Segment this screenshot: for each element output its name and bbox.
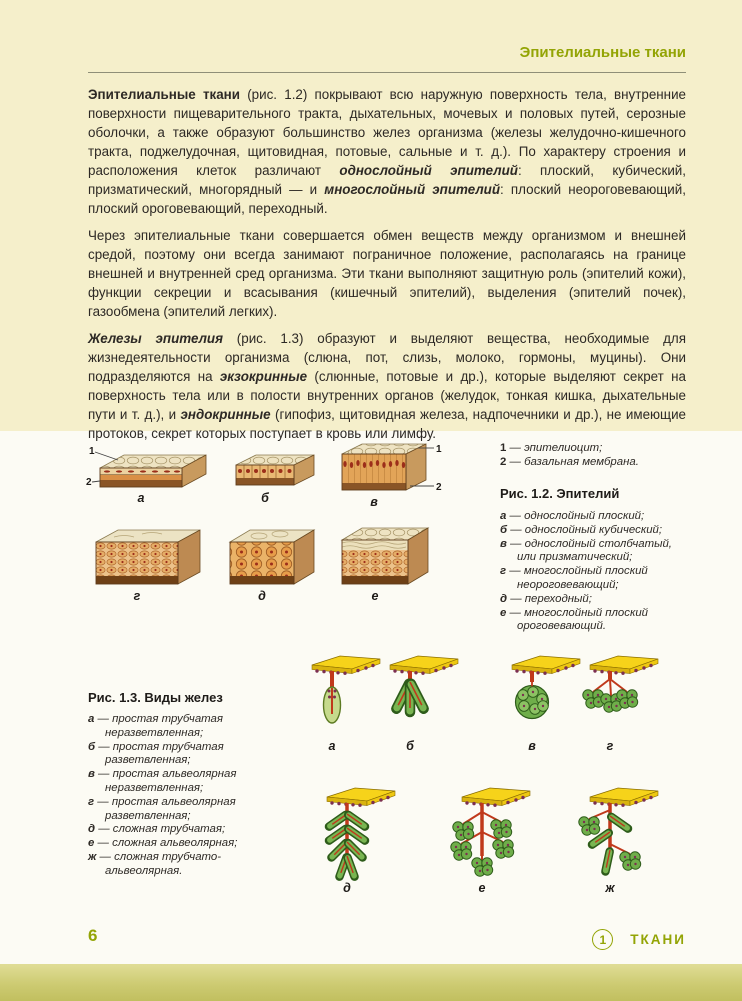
item-text: — сложная трубчато-альвеолярная. bbox=[96, 850, 222, 877]
legend-item bbox=[88, 741, 288, 769]
text-segment: Через эпителиальные ткани совершается обмен веществ между организмом и внешней средой, поэтому они всегда занимают пограничное положение, располагаясь на границе внешней и внутренней сред организма. Эти ткани выполняют защитную роль (эпителий кожи), функции секреции и всасывания (кишечный эпителий), выделения (эпителий почек), газообмена (эпителий легких). bbox=[88, 228, 686, 319]
paragraph-exchange bbox=[88, 226, 686, 321]
paragraph-glands bbox=[88, 329, 686, 443]
legend-item bbox=[88, 768, 288, 796]
epithelium-block-simple-cuboidal bbox=[236, 455, 314, 485]
callout-2-marker: 2 bbox=[86, 477, 92, 488]
item-text: — сложная альвеолярная; bbox=[94, 837, 238, 850]
term-exocrine: экзокринные bbox=[219, 369, 308, 384]
item-letter: е bbox=[500, 606, 507, 619]
item-text: — простая альвеолярная неразветвленная; bbox=[94, 768, 237, 794]
item-text: — однослойный плоский; bbox=[506, 510, 645, 522]
gland-simple-alveolar-unbranched bbox=[512, 656, 580, 719]
item-letter: в bbox=[500, 537, 507, 550]
legend-item bbox=[88, 837, 288, 851]
fig-1-2-legend bbox=[500, 441, 675, 634]
gland-compound-tubular bbox=[327, 788, 395, 877]
legend-callout-1 bbox=[500, 441, 675, 455]
intro-text bbox=[88, 85, 686, 451]
term-endocrine: эндокринные bbox=[180, 407, 271, 422]
gland-label-zh: ж bbox=[605, 881, 615, 895]
gland-label-a: а bbox=[328, 739, 336, 753]
fig-1-3-legend bbox=[88, 690, 288, 879]
epithelium-block-simple-columnar bbox=[342, 444, 442, 493]
gland-label-g: г bbox=[606, 739, 614, 753]
header-rule bbox=[88, 72, 686, 73]
footer-decorative-bar bbox=[0, 964, 742, 1001]
legend-item bbox=[500, 510, 675, 524]
item-text: — простая альвеолярная разветвленная; bbox=[94, 795, 236, 822]
fig-1-3-caption: Рис. 1.3. Виды желез bbox=[88, 690, 223, 705]
text-segment: : плоский, кубический, призматический, многорядный — и bbox=[88, 163, 687, 197]
item-letter: а bbox=[500, 510, 507, 522]
chapter-title: ТКАНИ bbox=[630, 932, 686, 947]
item-text: — простая трубчатая разветвленная; bbox=[95, 740, 224, 767]
legend-item bbox=[500, 565, 675, 593]
item-text: — переходный; bbox=[507, 592, 592, 605]
term-single-layer-epithelium: однослойный эпителий bbox=[339, 163, 518, 178]
legend-item bbox=[500, 593, 675, 607]
epithelium-block-stratified-nonkeratinized bbox=[96, 530, 200, 584]
epithelium-block-stratified-keratinized bbox=[342, 528, 428, 584]
gland-label-b: б bbox=[406, 739, 414, 753]
item-letter: д bbox=[500, 592, 508, 605]
item-text: — однослойный кубический; bbox=[507, 523, 663, 536]
term-epithelial-glands: Железы эпителия bbox=[88, 331, 223, 346]
legend-item bbox=[500, 607, 675, 635]
item-text: — сложная трубчатая; bbox=[95, 823, 226, 836]
callout-2-marker: 2 bbox=[436, 482, 442, 493]
item-letter: в bbox=[88, 768, 95, 781]
callout-number: 1 bbox=[500, 442, 507, 454]
callout-1-marker: 1 bbox=[89, 446, 95, 457]
chapter-number: 1 bbox=[599, 932, 607, 947]
gland-label-e: е bbox=[478, 881, 486, 895]
fig-1-3-illustration bbox=[292, 648, 672, 898]
item-letter: г bbox=[88, 795, 95, 808]
block-label-b: б bbox=[261, 491, 269, 505]
block-label-g: г bbox=[133, 589, 141, 603]
gland-label-v: в bbox=[528, 739, 536, 753]
epithelium-block-simple-squamous bbox=[86, 446, 206, 488]
legend-item bbox=[88, 851, 288, 879]
text-segment: (гипофиз, щитовидная железа, надпочечники и др.), не имеющие протоков, секрет которых поступает в кровь или лимфу. bbox=[88, 407, 686, 441]
block-label-v: в bbox=[370, 495, 378, 509]
gland-simple-alveolar-branched bbox=[583, 656, 658, 712]
legend-item bbox=[88, 713, 288, 741]
item-letter: б bbox=[88, 740, 96, 753]
legend-item bbox=[88, 823, 288, 837]
item-letter: б bbox=[500, 523, 508, 536]
block-label-a: а bbox=[137, 491, 145, 505]
fig-1-2-illustration bbox=[84, 438, 484, 613]
legend-item bbox=[500, 524, 675, 538]
gland-compound-alveolar bbox=[451, 788, 530, 876]
item-text: — простая трубчатая неразветвленная; bbox=[94, 713, 223, 739]
epithelium-block-transitional bbox=[230, 530, 314, 584]
legend-item bbox=[88, 796, 288, 824]
item-text: — многослойный плоский неороговевающий; bbox=[506, 565, 648, 591]
text-segment: (рис. 1.2) покрывают всю наружную поверхность тела, внутренние поверхности пищеварительного тракта, дыхательных, мочевых и половых путей, серозные оболочки, а также образуют большинство желез организма (железы желудочно-кишечного тракта, поджелудочная, щитовидная, потовые, сальные и т. д.). По характеру строения и расположения клеток различают bbox=[88, 87, 686, 178]
callout-1-marker: 1 bbox=[436, 444, 442, 455]
term-epithelial-tissues: Эпителиальные ткани bbox=[88, 87, 240, 102]
item-letter: ж bbox=[88, 850, 97, 863]
term-multi-layer-epithelium: многослойный эпителий bbox=[324, 182, 501, 197]
text-segment: (рис. 1.3) образуют и выделяют вещества, необходимые для жизнедеятельности организма (слюна, пот, слизь, молоко, гормоны, муцины). Они подразделяются на bbox=[88, 331, 686, 384]
callout-text: — базальная мембрана. bbox=[506, 456, 639, 468]
gland-simple-tubular-branched bbox=[390, 656, 458, 712]
callout-text: — эпителиоцит; bbox=[506, 442, 603, 454]
block-label-d: д bbox=[258, 589, 266, 603]
chapter-number-badge bbox=[592, 929, 613, 950]
item-text: — многослойный плоский ороговевающий. bbox=[506, 606, 649, 633]
block-label-e: е bbox=[371, 589, 379, 603]
gland-compound-tubulo-alveolar bbox=[579, 788, 658, 872]
chapter-tab bbox=[592, 929, 686, 950]
text-segment: (слюнные, потовые и др.), которые выделяют секрет на поверхность тела или в полости внутренних органов (желудок, тонкая кишка, дыхательные пути и т. д.), и bbox=[88, 369, 686, 422]
gland-simple-tubular-unbranched bbox=[312, 656, 380, 723]
item-letter: д bbox=[88, 823, 96, 836]
legend-item bbox=[500, 538, 675, 566]
gland-label-d: д bbox=[343, 881, 351, 895]
running-head-title: Эпителиальные ткани bbox=[519, 44, 686, 61]
legend-callout-2 bbox=[500, 455, 675, 469]
callout-number: 2 bbox=[500, 456, 507, 468]
item-letter: е bbox=[88, 837, 95, 850]
fig-1-2-caption: Рис. 1.2. Эпителий bbox=[500, 486, 620, 501]
item-letter: а bbox=[88, 713, 95, 725]
paragraph-epithelial-tissues bbox=[88, 85, 686, 218]
item-text: — однослойный столбчатый, или призматический; bbox=[506, 537, 672, 564]
item-letter: г bbox=[500, 565, 507, 578]
text-segment: : плоский неороговевающий, плоский ороговевающий, переходный. bbox=[88, 182, 686, 216]
page-number: 6 bbox=[88, 926, 98, 945]
